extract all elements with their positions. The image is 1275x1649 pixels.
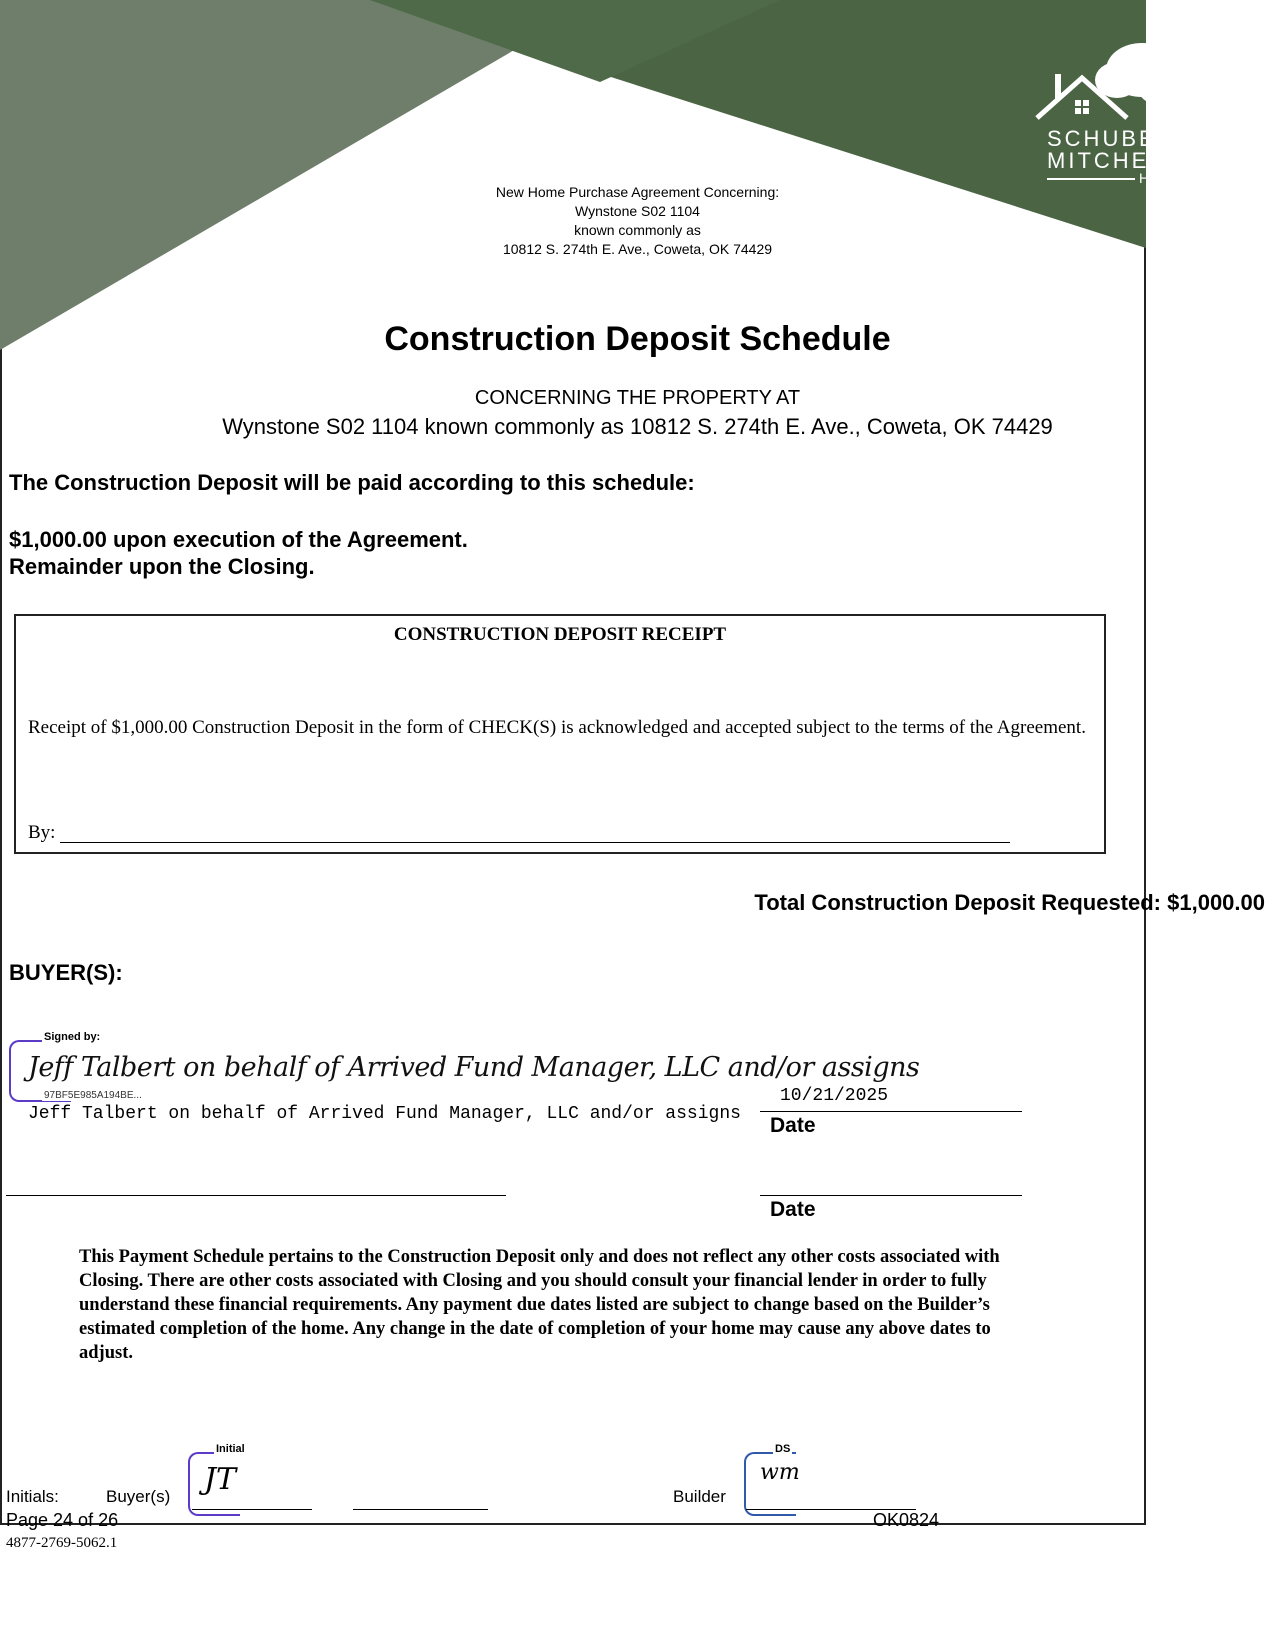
banner-left-shape	[0, 0, 600, 350]
concerning-line4: 10812 S. 274th E. Ave., Coweta, OK 74429	[502, 241, 773, 257]
form-code: OK0824	[873, 1510, 940, 1530]
initials-label: Initials:	[6, 1487, 59, 1506]
document-page: SCHUBER MITCHELL HOMES New Home Purchase Agreement Concerning: Wynstone S02 1104 known commonly as 10812 S. 274th E. Ave., Coweta, OK 74429 Construction Deposit Schedule CONCERNING THE PROPERTY AT Wynstone S02 1104 known commonly as 10812 S. 274th E. Ave., Coweta, OK 74429 The Construction Deposit will be paid according to this schedule: $1,000.00 upon execution of the Agreement. Remainder upon the Closing. CONSTRUCTION DEPOSIT RECEIPT Receipt of $1,000.00 Construction Deposit in the form of CHECK(S) is acknowledged and accepted subject to the terms of the Agreement. By: Total Construction Deposit Requested: $1,000.00 BUYER(S): Signed by: Jeff Talbert on behalf of Arrived Fund Manager, LLC and/or assigns 97BF5E985A194BE... Jeff Talbert on behalf of Arrived Fund Manager, LLC and/or assigns 10/21/2025 Date Date This Payment Schedule pertains to the Construction Deposit only and does not reflect any other costs associated with Closing. There are other costs associated with Closing and you should consult your financial lender in order to fully understand these financial requirements. Any payment due dates listed are subject to change based on the Builder’s estimated completion of the home. Any change in the date of completion of your home may cause any above dates to adjust. Initial JT DS wm Initials: Buyer(s) Builder Page 24 of 26 OK0824 4877-2769-5062.1	[0, 0, 1146, 1525]
date-line-2[interactable]	[760, 1195, 1022, 1196]
buyers-heading: BUYER(S):	[9, 960, 123, 985]
second-buyer-signature-line[interactable]	[6, 1195, 506, 1196]
concerning-line1: New Home Purchase Agreement Concerning:	[495, 184, 780, 200]
ds-tag: DS	[775, 1443, 791, 1455]
receipt-title: CONSTRUCTION DEPOSIT RECEIPT	[393, 624, 727, 645]
schedule-intro: The Construction Deposit will be paid according to this schedule:	[9, 470, 695, 495]
date-label-1: Date	[770, 1114, 816, 1137]
buyer-initial-line-2[interactable]	[353, 1509, 488, 1510]
logo-rule	[1047, 178, 1135, 180]
buyer-initial-line-1	[192, 1509, 312, 1510]
date-line-1	[760, 1111, 1022, 1112]
payment-disclaimer: This Payment Schedule pertains to the Construction Deposit only and does not reflect any other costs associated with Closing. There are other costs associated with Closing and you should consult your financial lender in order to fully understand these financial requirements. Any payment due dates listed are subject to change based on the Builder’s estimated completion of the home. Any change in the date of completion of your home may cause any above dates to adjust.	[79, 1247, 1000, 1363]
document-title: Construction Deposit Schedule	[384, 320, 891, 358]
date-label-2: Date	[770, 1198, 816, 1221]
receipt-text: Receipt of $1,000.00 Construction Deposit in the form of CHECK(S) is acknowledged and accepted subject to the terms of the Agreement.	[28, 717, 1086, 738]
buyer-initials[interactable]: JT	[204, 1462, 237, 1497]
concerning-line2: Wynstone S02 1104	[575, 203, 700, 219]
receipt-by-label: By:	[28, 822, 56, 843]
buyers-initials-label: Buyer(s)	[106, 1487, 171, 1506]
logo-line1: SCHUBER	[1047, 126, 1176, 151]
signed-by-label: Signed by:	[44, 1031, 101, 1043]
builder-initials-label: Builder	[673, 1487, 726, 1506]
receipt-signature-line[interactable]	[60, 842, 1010, 843]
buyer-signature[interactable]: Jeff Talbert on behalf of Arrived Fund Manager, LLC and/or assigns	[28, 1052, 920, 1083]
schedule-item-2: Remainder upon the Closing.	[9, 554, 315, 579]
page-number: Page 24 of 26	[6, 1510, 119, 1530]
property-address: Wynstone S02 1104 known commonly as 10812 S. 274th E. Ave., Coweta, OK 74429	[222, 414, 1053, 439]
schedule-item-1: $1,000.00 upon execution of the Agreement.	[9, 527, 468, 552]
logo-line3: HOMES	[1139, 170, 1201, 186]
house-tree-icon	[1027, 30, 1146, 125]
logo-line2: MITCHELL	[1047, 148, 1180, 173]
buyer-printed-name: Jeff Talbert on behalf of Arrived Fund Manager, LLC and/or assigns	[28, 1104, 741, 1124]
signed-date: 10/21/2025	[780, 1086, 889, 1106]
initial-tag: Initial	[216, 1443, 245, 1455]
builder-initials[interactable]: wm	[760, 1460, 800, 1485]
total-deposit: Total Construction Deposit Requested: $1,000.00	[754, 890, 1265, 915]
property-heading: CONCERNING THE PROPERTY AT	[474, 387, 801, 409]
signature-hash: 97BF5E985A194BE...	[44, 1090, 142, 1101]
agreement-concerning	[0, 183, 1146, 259]
concerning-line3: known commonly as	[574, 222, 701, 238]
deposit-receipt-box	[14, 614, 1106, 854]
